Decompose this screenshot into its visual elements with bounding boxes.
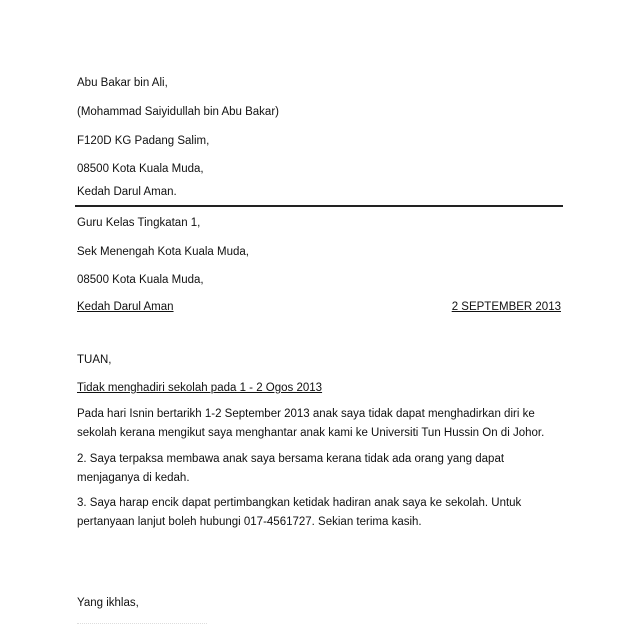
recipient-address-line-2: Kedah Darul Aman xyxy=(77,301,174,313)
sender-address-line-2: 08500 Kota Kuala Muda, xyxy=(77,163,204,175)
salutation: TUAN, xyxy=(77,354,112,366)
signature-line xyxy=(77,623,207,624)
recipient-address-line-1: 08500 Kota Kuala Muda, xyxy=(77,274,204,286)
header-divider xyxy=(75,205,563,207)
paragraph-3: 3. Saya harap encik dapat pertimbangkan ketidak hadiran anak saya ke sekolah. Untuk pertanyaan lanjut boleh hubungi 017-4561727. Sekian terima kasih. xyxy=(77,497,522,528)
sender-address-line-3: Kedah Darul Aman. xyxy=(77,186,177,198)
sender-address-line-1: F120D KG Padang Salim, xyxy=(77,135,210,147)
letter-date: 2 SEPTEMBER 2013 xyxy=(451,301,561,313)
closing: Yang ikhlas, xyxy=(77,597,139,609)
recipient-school: Sek Menengah Kota Kuala Muda, xyxy=(77,246,249,258)
letter-subject: Tidak menghadiri sekolah pada 1 - 2 Ogos 2013 xyxy=(77,382,323,394)
paragraph-2: 2. Saya terpaksa membawa anak saya bersama kerana tidak ada orang yang dapat menjaganya di kedah. xyxy=(77,453,505,484)
recipient-title: Guru Kelas Tingkatan 1, xyxy=(77,217,201,229)
student-name: (Mohammad Saiyidullah bin Abu Bakar) xyxy=(77,106,279,118)
sender-name: Abu Bakar bin Ali, xyxy=(77,77,168,89)
paragraph-1: Pada hari Isnin bertarikh 1-2 September 2013 anak saya tidak dapat menghadirkan diri ke sekolah kerana mengikut saya menghantar anak kami ke Universiti Tun Hussin On di Johor. xyxy=(77,408,545,439)
